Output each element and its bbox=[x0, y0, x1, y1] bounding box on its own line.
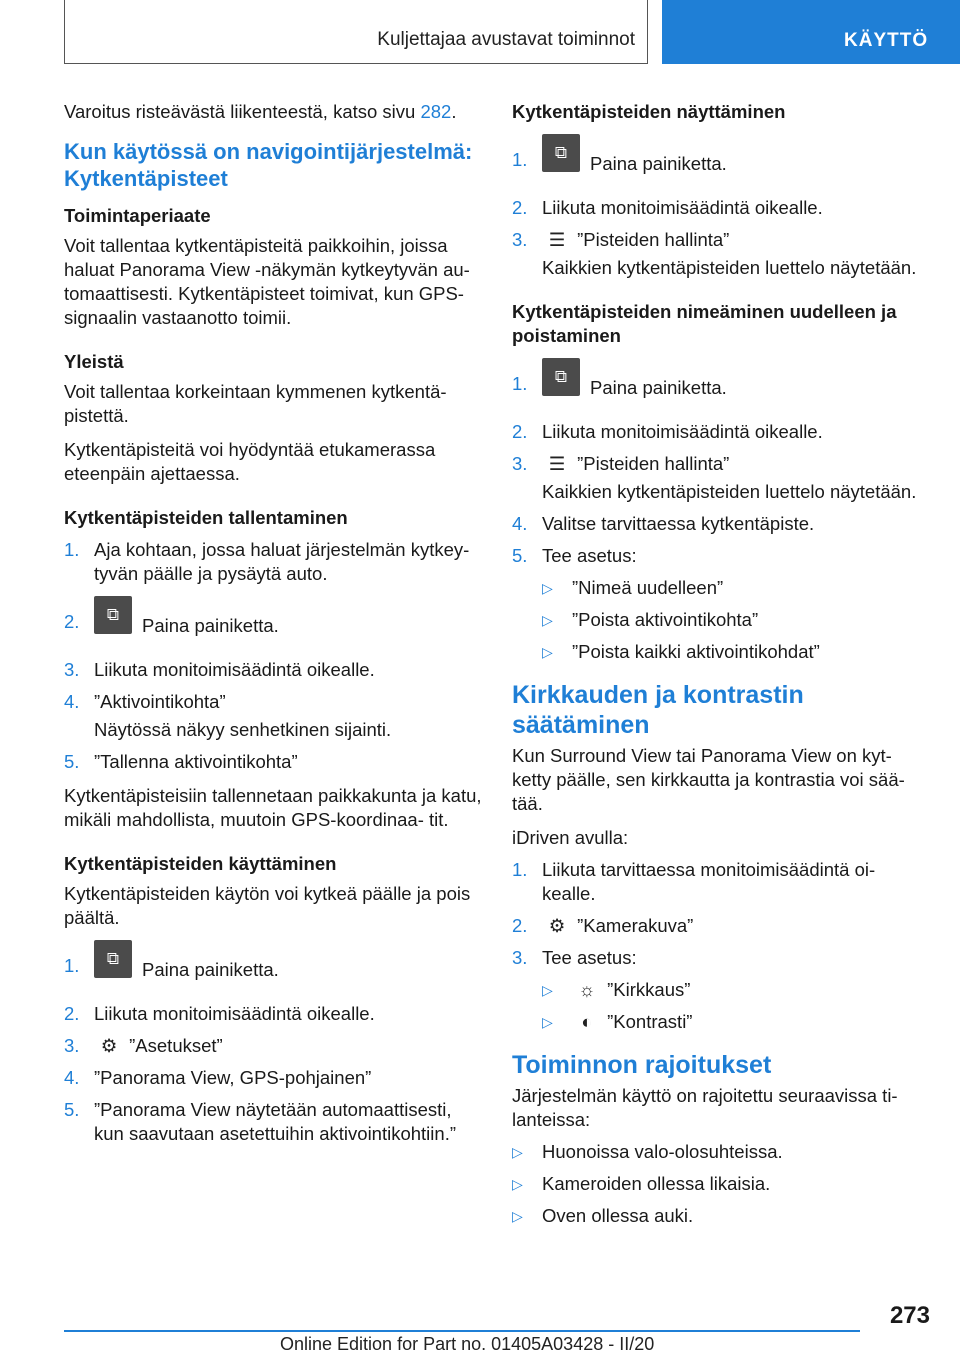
list-item: 3. ☰ ”Pisteiden hallinta” Kaikkien kytkentäpisteiden luettelo näytetään. bbox=[512, 453, 917, 502]
page-link[interactable]: 282 bbox=[420, 101, 452, 122]
list-item: 5. ”Panorama View näytetään automaattisesti, kun saavutaan asetettuihin aktivointikohtiin.” bbox=[64, 1099, 456, 1144]
limits-list bbox=[512, 1140, 932, 1228]
list-item: 2. Liikuta monitoimisäädintä oikealle. bbox=[512, 421, 823, 442]
save-steps bbox=[64, 538, 482, 774]
list-item: 4. ”Aktivointikohta” Näytössä näkyy senhetkinen sijainti. bbox=[64, 691, 392, 740]
brightness-title: Kirkkauden ja kontrastin säätäminen bbox=[512, 681, 804, 739]
rename-options bbox=[542, 576, 932, 664]
list-item: 1. ⧉Paina painiketta. bbox=[512, 132, 932, 172]
header-title: Kuljettajaa avustavat toiminnot bbox=[377, 29, 635, 50]
save-note: Kytkentäpisteisiin tallennetaan paikkakunta ja katu, mikäli mahdollista, muutoin GPS-koordinaa- tit. bbox=[64, 785, 482, 830]
list-item: ▷ ☼ ”Kirkkaus” bbox=[542, 979, 691, 1000]
camera-button-icon: ⧉ bbox=[542, 134, 580, 172]
rename-heading: Kytkentäpisteiden nimeäminen uudelleen ja poistaminen bbox=[512, 301, 897, 346]
list-item: 3. Tee asetus: ▷ ☼ ”Kirkkaus” ▷ ◐ ”Kontrasti” bbox=[512, 946, 932, 1034]
right-column bbox=[512, 100, 932, 1228]
brightness-options bbox=[542, 978, 932, 1034]
display-steps bbox=[512, 132, 932, 280]
list-item: 1. Liikuta tarvittaessa monitoimisäädintä oi- kealle. bbox=[512, 859, 876, 904]
list-item: 5. ”Tallenna aktivointikohta” bbox=[64, 751, 298, 772]
principle-text: Voit tallentaa kytkentäpisteitä paikkoihin, joissa haluat Panorama View -näkymän kytkeytyvän au- tomaattisesti. Kytkentäpisteet toimivat, kun GPS- signaalin vastaanotto toimii. bbox=[64, 235, 470, 328]
brightness-icon: ☼ bbox=[578, 979, 596, 1000]
brightness-text: Kun Surround View tai Panorama View on kyt- ketty päälle, sen kirkkautta ja kontrastia voi sää- tää. bbox=[512, 745, 905, 814]
list-item: 1. ⧉Paina painiketta. bbox=[64, 938, 482, 978]
list-item: 2. Liikuta monitoimisäädintä oikealle. bbox=[64, 1003, 375, 1024]
use-heading: Kytkentäpisteiden käyttäminen bbox=[64, 853, 337, 874]
page-number: 273 bbox=[889, 1302, 930, 1329]
limits-text: Järjestelmän käyttö on rajoitettu seuraavissa ti- lanteissa: bbox=[512, 1085, 898, 1130]
list-item: 1. ⧉Paina painiketta. bbox=[512, 356, 932, 396]
left-column bbox=[64, 100, 482, 1146]
list-item: 1. Aja kohtaan, jossa haluat järjestelmän kytkey- tyvän päälle ja pysäytä auto. bbox=[64, 539, 470, 584]
list-item: 2. Liikuta monitoimisäädintä oikealle. bbox=[512, 197, 823, 218]
list-item: 2. ⧉Paina painiketta. bbox=[64, 594, 482, 634]
contrast-icon: ◐ bbox=[581, 1011, 593, 1032]
general-text-2: Kytkentäpisteitä voi hyödyntää etukamerassa eteenpäin ajettaessa. bbox=[64, 439, 436, 484]
camera-settings-icon: ⚙ bbox=[548, 915, 566, 936]
list-item: 4. Valitse tarvittaessa kytkentäpiste. bbox=[512, 513, 815, 534]
section-tab[interactable] bbox=[662, 0, 960, 64]
list-item: 3. ⚙ ”Asetukset” bbox=[64, 1035, 223, 1056]
points-list-icon: ☰ bbox=[548, 229, 566, 250]
save-heading: Kytkentäpisteiden tallentaminen bbox=[64, 507, 348, 528]
list-item: ▷ Huonoissa valo-olosuhteissa. bbox=[512, 1141, 783, 1162]
section-title: Kun käytössä on navigointijärjestelmä: Kytkentäpisteet bbox=[64, 139, 473, 191]
general-heading: Yleistä bbox=[64, 351, 124, 372]
camera-button-icon: ⧉ bbox=[94, 596, 132, 634]
gear-icon: ⚙ bbox=[100, 1035, 118, 1056]
list-item: 2. ⚙ ”Kamerakuva” bbox=[512, 915, 694, 936]
intro-paragraph: Varoitus risteävästä liikenteestä, katso sivu 282. bbox=[64, 101, 457, 122]
points-list-icon: ☰ bbox=[548, 453, 566, 474]
camera-button-icon: ⧉ bbox=[542, 358, 580, 396]
limits-title: Toiminnon rajoitukset bbox=[512, 1051, 772, 1079]
list-item: 4. ”Panorama View, GPS-pohjainen” bbox=[64, 1067, 372, 1088]
idrive-text: iDriven avulla: bbox=[512, 827, 629, 848]
list-item: ▷ Oven ollessa auki. bbox=[512, 1205, 694, 1226]
rename-steps bbox=[512, 356, 932, 664]
list-item: ▷ ”Nimeä uudelleen” bbox=[542, 577, 724, 598]
list-item: 5. Tee asetus: ▷ ”Nimeä uudelleen” ▷ ”Poista aktivointikohta” ▷ ”Poista kaikki aktivointikohdat” bbox=[512, 544, 932, 664]
display-heading: Kytkentäpisteiden näyttäminen bbox=[512, 101, 786, 122]
general-text-1: Voit tallentaa korkeintaan kymmenen kytkentä- pistettä. bbox=[64, 381, 447, 426]
list-item: ▷ ◐ ”Kontrasti” bbox=[542, 1011, 693, 1032]
footer-edition: Online Edition for Part no. 01405A03428 - II/20 bbox=[280, 1334, 655, 1354]
use-steps bbox=[64, 938, 482, 1146]
list-item: 3. ☰ ”Pisteiden hallinta” Kaikkien kytkentäpisteiden luettelo näytetään. bbox=[512, 229, 917, 278]
header-frame bbox=[64, 0, 648, 64]
list-item: ▷ Kameroiden ollessa likaisia. bbox=[512, 1173, 771, 1194]
section-tab-label: KÄYTTÖ bbox=[844, 30, 929, 51]
camera-button-icon: ⧉ bbox=[94, 940, 132, 978]
list-item: ▷ ”Poista kaikki aktivointikohdat” bbox=[542, 641, 820, 662]
list-item: 3. Liikuta monitoimisäädintä oikealle. bbox=[64, 659, 375, 680]
use-text: Kytkentäpisteiden käytön voi kytkeä päälle ja pois päältä. bbox=[64, 883, 471, 928]
footer-divider bbox=[64, 1330, 860, 1332]
principle-heading: Toimintaperiaate bbox=[64, 205, 211, 226]
list-item: ▷ ”Poista aktivointikohta” bbox=[542, 609, 759, 630]
brightness-steps bbox=[512, 858, 932, 1034]
